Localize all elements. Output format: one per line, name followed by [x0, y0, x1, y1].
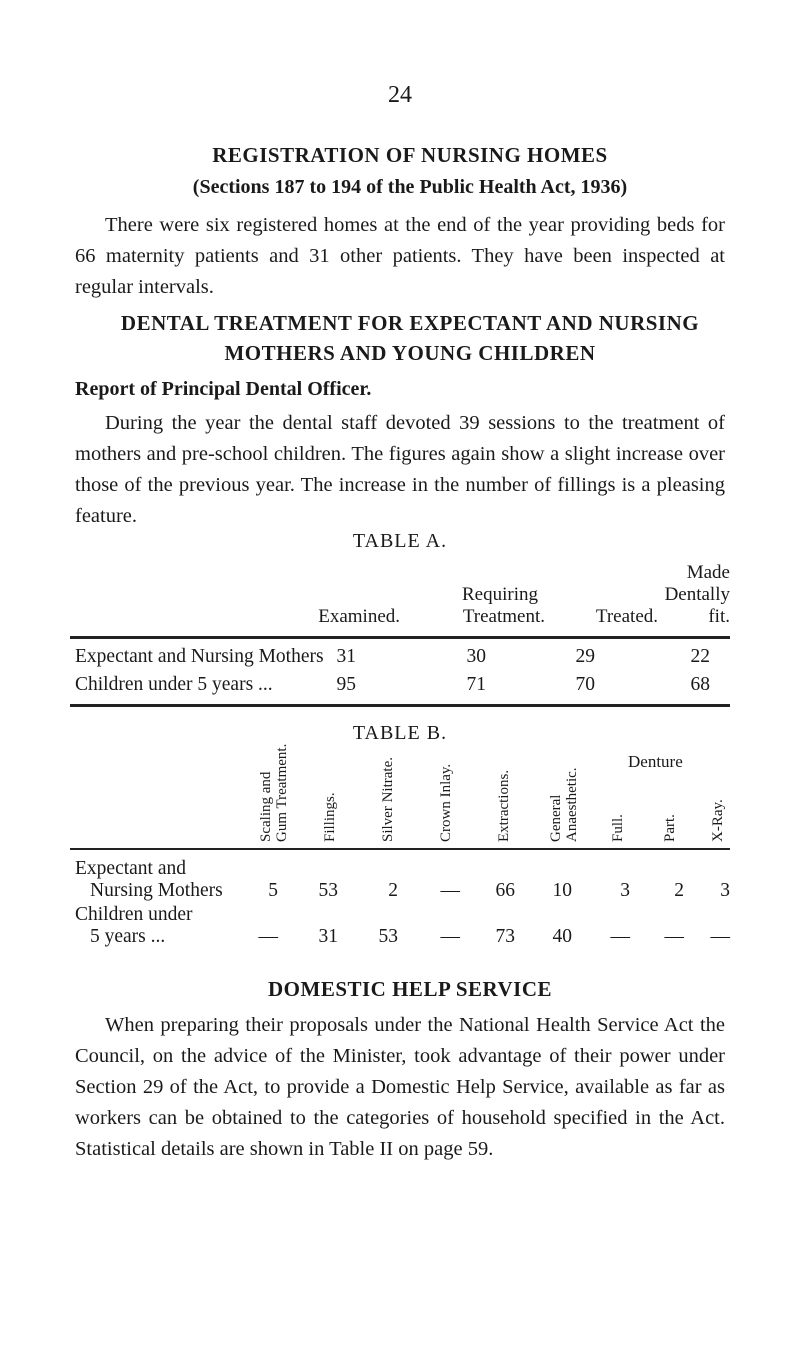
- table-b-cell: 5: [268, 880, 278, 901]
- table-b-header-full: Full.: [610, 814, 626, 842]
- table-b-header-scaling: Scaling and Gum Treatment.: [258, 743, 290, 842]
- table-b-row-label: Expectant and: [75, 858, 186, 879]
- section-heading-domestic-help: DOMESTIC HELP SERVICE: [268, 977, 552, 1001]
- table-b-cell: —: [258, 926, 278, 947]
- paragraph-nursing-homes: There were six registered homes at the end of the year providing beds for 66 maternity patients and 31 other patients. They have been inspected at regular intervals.: [75, 214, 725, 298]
- table-a-header-treatment: Treatment.: [462, 606, 545, 627]
- table-a-cell: 31: [336, 646, 356, 667]
- table-b-header-fillings: Fillings.: [322, 792, 338, 842]
- table-b-header-silver-nitrate: Silver Nitrate.: [380, 757, 396, 842]
- table-a-cell: 68: [690, 674, 710, 695]
- table-a-header-examined: Examined.: [318, 606, 400, 627]
- paragraph-dental: During the year the dental staff devoted 39 sessions to the treatment of mothers and pre-school children. The figures again show a slight increase over those of the previous year. The increase in the number of fillings is a pleasing feature.: [75, 412, 725, 527]
- table-a-title: TABLE A.: [352, 530, 448, 552]
- table-a-header-made-fit: Made Dentally fit.: [664, 562, 730, 627]
- table-b-cell: 3: [720, 880, 730, 901]
- section-subheading-acts: (Sections 187 to 194 of the Public Health Act, 1936): [192, 176, 628, 198]
- table-b-cell: 10: [552, 880, 572, 901]
- table-a-row-label: Expectant and Nursing Mothers: [75, 646, 324, 667]
- table-b-cell: 2: [388, 880, 398, 901]
- section-heading-nursing-homes: REGISTRATION OF NURSING HOMES: [212, 143, 608, 167]
- table-a-cell: 22: [690, 646, 710, 667]
- table-a-cell: 70: [575, 674, 595, 695]
- table-b-cell: 73: [495, 926, 515, 947]
- table-a-cell: 29: [575, 646, 595, 667]
- table-b-cell: 53: [318, 880, 338, 901]
- table-b-cell: 66: [495, 880, 515, 901]
- section-heading-dental-1: DENTAL TREATMENT FOR EXPECTANT AND NURSING: [120, 311, 700, 335]
- table-b-top-rule: [70, 848, 730, 850]
- table-a-cell: 95: [336, 674, 356, 695]
- table-b-cell: 2: [674, 880, 684, 901]
- table-b-header-xray: X-Ray.: [710, 799, 726, 842]
- table-b-header-crown-inlay: Crown Inlay.: [438, 763, 454, 842]
- table-b-title: TABLE B.: [352, 722, 448, 744]
- table-b-header-denture: Denture: [628, 752, 683, 771]
- table-b-cell: 53: [378, 926, 398, 947]
- table-b-header-extractions: Extractions.: [496, 769, 512, 842]
- table-a-cell: 30: [466, 646, 486, 667]
- section-heading-dental-2: MOTHERS AND YOUNG CHILDREN: [224, 341, 596, 365]
- table-b-row-label: Nursing Mothers: [90, 880, 223, 901]
- table-b-cell: —: [440, 880, 460, 901]
- table-b-header-part: Part.: [662, 814, 678, 842]
- table-b-cell: 40: [552, 926, 572, 947]
- table-b-header-general-anaesthetic: General Anaesthetic.: [548, 767, 580, 842]
- table-b-row-label: 5 years ...: [90, 926, 166, 947]
- table-a-bottom-rule: [70, 704, 730, 707]
- table-a-cell: 71: [466, 674, 486, 695]
- table-a-top-rule: [70, 636, 730, 639]
- table-b-cell: —: [664, 926, 684, 947]
- table-a-header-treated: Treated.: [595, 606, 658, 627]
- table-b-row-label: Children under: [75, 904, 193, 925]
- table-b-cell: —: [710, 926, 730, 947]
- table-a-header-requiring: Requiring: [462, 584, 538, 605]
- report-title: Report of Principal Dental Officer.: [75, 378, 372, 400]
- table-b-cell: 31: [318, 926, 338, 947]
- table-b-cell: —: [440, 926, 460, 947]
- page-number: 24: [388, 82, 412, 108]
- table-a-row-label: Children under 5 years ...: [75, 674, 273, 695]
- table-b-cell: —: [610, 926, 630, 947]
- paragraph-domestic-help: When preparing their proposals under the National Health Service Act the Council, on the advice of the Minister, took advantage of their power under Section 29 of the Act, to provide a Domestic Help Service, available as far as workers can be obtained to the categories of household specified in the Act. Statistical details are shown in Table II on page 59.: [75, 1014, 725, 1160]
- table-b-cell: 3: [620, 880, 630, 901]
